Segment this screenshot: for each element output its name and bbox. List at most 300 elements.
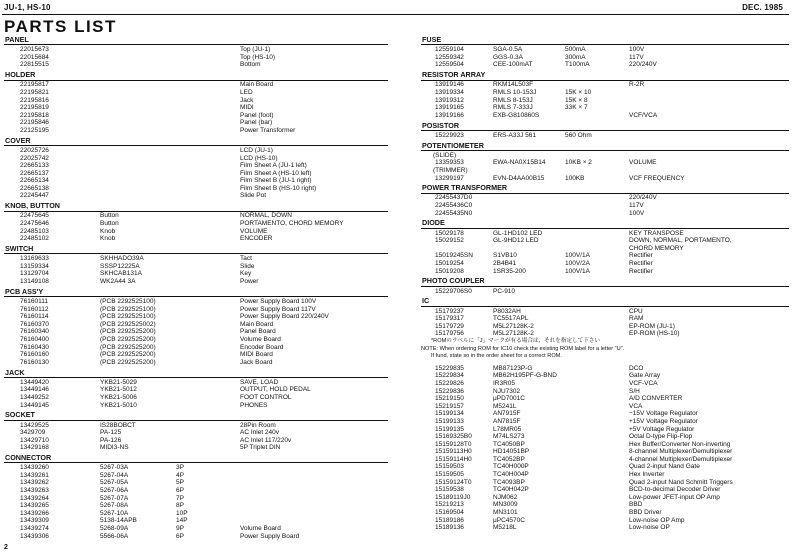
- part-model: AN7915F: [493, 410, 521, 418]
- part-description: Main Board: [240, 320, 274, 328]
- part-number: 22475645: [20, 212, 49, 220]
- part-description: −15V Voltage Regulator: [629, 410, 698, 418]
- table-row: [4, 313, 388, 321]
- part-description: Film Sheet A (HS-10 left): [240, 169, 312, 177]
- part-description: VCA: [629, 402, 643, 410]
- part-number: 12559342: [435, 53, 464, 61]
- part-description: 5P Triplet DIN: [240, 444, 281, 452]
- part-model: M5L27128K-2: [493, 322, 534, 330]
- table-row: [4, 185, 388, 193]
- parts-section: [4, 137, 388, 200]
- part-description: Top (HS-10): [240, 53, 276, 61]
- part-description: +15V Voltage Regulator: [629, 417, 698, 425]
- part-number: 13149108: [20, 278, 49, 286]
- table-row: [421, 410, 789, 418]
- part-model: GL-1HD102 LED: [493, 229, 543, 237]
- part-number: 22475646: [20, 220, 49, 228]
- part-model: YKB21-5029: [100, 378, 137, 386]
- table-row: [421, 441, 789, 449]
- table-row: [421, 330, 789, 338]
- part-model: YKB21-5012: [100, 386, 137, 394]
- part-model: 2B4B41: [493, 260, 517, 268]
- part-number: 15219150: [435, 395, 464, 403]
- part-model: (PCB 2292525200): [100, 358, 156, 366]
- part-number: 13429168: [20, 444, 49, 452]
- parts-section: [4, 36, 388, 69]
- table-row: [4, 147, 388, 155]
- part-description: Hex Buffer/Converter Non-inverting: [629, 440, 731, 448]
- section-heading: RESISTOR ARRAY: [421, 71, 789, 80]
- part-model: 1SR35-200: [493, 267, 526, 275]
- part-number: 15229826: [435, 379, 464, 387]
- table-row: [421, 237, 789, 245]
- part-spec: 100V/1A: [565, 252, 590, 260]
- part-description: Film Sheet A (JU-1 left): [240, 162, 307, 170]
- part-number: 13449146: [20, 386, 49, 394]
- section-heading: PANEL: [4, 36, 388, 45]
- part-description: Slide: [240, 262, 255, 270]
- part-description: Power Transformer: [240, 126, 296, 134]
- table-row: [421, 81, 789, 89]
- part-spec: 6P: [176, 487, 184, 495]
- part-model: TC5517APL: [493, 315, 529, 323]
- part-description: Jack Board: [240, 358, 273, 366]
- part-model: RKM14L503F: [493, 81, 534, 89]
- part-description: Key: [240, 270, 252, 278]
- table-row: [4, 81, 388, 89]
- part-model: μPC4570C: [493, 516, 525, 524]
- part-number: 15219157: [435, 402, 464, 410]
- section-heading: POSISTOR: [421, 122, 789, 131]
- parts-section: [421, 71, 789, 119]
- part-description: Tact: [240, 255, 252, 263]
- part-model: 5267-03A: [100, 464, 129, 472]
- table-row: [4, 298, 388, 306]
- part-model: WK2A44 3A: [100, 278, 136, 286]
- part-number: 22015684: [20, 53, 49, 61]
- part-description: Top (JU-1): [240, 46, 271, 54]
- table-row: [421, 89, 789, 97]
- part-description: 100V: [629, 209, 645, 217]
- part-number: 76160340: [20, 328, 49, 336]
- part-number: 13439265: [20, 502, 49, 510]
- part-number: 15199133: [435, 417, 464, 425]
- part-model: GGS-0.3A: [493, 53, 523, 61]
- section-diode: [421, 219, 789, 275]
- table-row: [4, 479, 388, 487]
- part-number: 13439261: [20, 471, 49, 479]
- part-number: 13429525: [20, 421, 49, 429]
- table-row: [421, 471, 789, 479]
- part-spec: 15K × 8: [565, 96, 588, 104]
- section-heading: JACK: [4, 369, 388, 378]
- part-number: 22665137: [20, 169, 49, 177]
- part-spec: 6P: [176, 532, 184, 540]
- table-row: [421, 252, 789, 260]
- part-model: P8032AH: [493, 307, 521, 315]
- header-date: DEC. 1985: [742, 3, 783, 12]
- part-number: 15189119J0: [435, 493, 471, 501]
- part-model: TC40H000P: [493, 463, 529, 471]
- part-model: 5267-04A: [100, 471, 129, 479]
- part-description: ENCODER: [240, 235, 273, 243]
- parts-section: [4, 71, 388, 134]
- part-model: PA-125: [100, 429, 122, 437]
- section-photo-coupler: [421, 277, 789, 295]
- table-row: [4, 464, 388, 472]
- part-description: AC Inlet 240v: [240, 429, 280, 437]
- table-row: [421, 323, 789, 331]
- part-number: 22195846: [20, 119, 49, 127]
- section-heading: FUSE: [421, 36, 789, 45]
- table-row: [421, 403, 789, 411]
- part-description: Quad 2-input Nand Schmitt Triggers: [629, 478, 733, 486]
- part-model: (PCB 2292525200): [100, 328, 156, 336]
- part-number: 22815515: [20, 61, 49, 69]
- part-number: 13439306: [20, 532, 49, 540]
- part-number: 15169504: [435, 509, 464, 517]
- part-description: A/D CONVERTER: [629, 395, 683, 403]
- section-heading: DIODE: [421, 219, 789, 228]
- part-model: CEE-100mAT: [493, 61, 533, 69]
- part-number: 15229706S0: [435, 287, 472, 295]
- table-row: [421, 418, 789, 426]
- table-row: [421, 448, 789, 456]
- part-description: DOWN, NORMAL, PORTAMENTO,: [629, 237, 732, 245]
- part-description: 220/240V: [629, 61, 657, 69]
- part-number: 12559504: [435, 61, 464, 69]
- section-heading: KNOB, BUTTON: [4, 202, 388, 211]
- table-row: [421, 426, 789, 434]
- part-number: 13439309: [20, 517, 49, 525]
- part-model: HD14051BP: [493, 448, 530, 456]
- part-number: 15219213: [435, 501, 464, 509]
- part-number: 15159124T0: [435, 478, 472, 486]
- part-description: Main Board: [240, 81, 274, 89]
- part-number: 76160130: [20, 358, 49, 366]
- part-number: 22125195: [20, 126, 49, 134]
- table-row: [4, 495, 388, 503]
- table-row: [4, 533, 388, 541]
- table-row: [421, 260, 789, 268]
- part-description: Rectifier: [629, 267, 653, 275]
- part-description: LCD (JU-1): [240, 146, 273, 154]
- part-description: LED: [240, 88, 253, 96]
- part-number: 15029178: [435, 229, 464, 237]
- part-description: Gate Array: [629, 372, 661, 380]
- table-row: 13299197 EVN-D4AA00B15 100KB VCF FREQUENCY: [435, 174, 685, 182]
- part-model: 5268-09A: [100, 525, 129, 533]
- part-model: (PCB 2292525100): [100, 313, 156, 321]
- part-description: SAVE, LOAD: [240, 378, 279, 386]
- table-row: [4, 89, 388, 97]
- part-number: 22025726: [20, 146, 49, 154]
- table-row: [4, 127, 388, 135]
- part-description: Volume Board: [240, 335, 281, 343]
- table-row: [4, 517, 388, 525]
- part-spec: 9P: [176, 525, 184, 533]
- table-row: [421, 54, 789, 62]
- part-model: TC4052BP: [493, 455, 525, 463]
- header-model: JU-1, HS-10: [4, 3, 51, 12]
- part-number: 22455436C0: [435, 202, 473, 210]
- table-row: [421, 61, 789, 69]
- part-number: 76160430: [20, 343, 49, 351]
- part-description: 4-channel Multiplexer/Demultiplexer: [629, 455, 733, 463]
- part-number: 22025742: [20, 154, 49, 162]
- part-description: VCF/VCA: [629, 111, 658, 119]
- part-description: Rectifier: [629, 260, 653, 268]
- part-number: 13439266: [20, 509, 49, 517]
- part-spec: 8P: [176, 502, 184, 510]
- subheading-trimmer: (TRIMMER): [433, 166, 468, 174]
- part-description: Low-noise OP Amp: [629, 516, 685, 524]
- part-number: 15169325B0: [435, 433, 472, 441]
- left-column: [4, 36, 388, 542]
- table-row: [421, 46, 789, 54]
- part-number: 22015673: [20, 46, 49, 54]
- part-model: TC4093BP: [493, 478, 525, 486]
- section-heading: POTENTIOMETER: [421, 142, 789, 151]
- part-description: S/H: [629, 387, 640, 395]
- part-number: 13449145: [20, 401, 49, 409]
- part-description: KEY TRANSPOSE: [629, 229, 684, 237]
- table-row: [421, 97, 789, 105]
- part-description: Panel Board: [240, 328, 276, 336]
- part-number: 13449420: [20, 378, 49, 386]
- table-row: [421, 112, 789, 120]
- part-number: 22665138: [20, 184, 49, 192]
- parts-section: [4, 411, 388, 452]
- part-model: RMLS 8-153J: [493, 96, 533, 104]
- part-model: 5138-14APB: [100, 517, 137, 525]
- table-row: [4, 192, 388, 200]
- part-model: YKB21-5006: [100, 393, 137, 401]
- table-row: [4, 429, 388, 437]
- part-model: (PCB 2292525100): [100, 298, 156, 305]
- part-description: 8-channel Multiplexer/Demultiplexer: [629, 448, 733, 456]
- part-number: 15189186: [435, 516, 464, 524]
- part-description: Bottom: [240, 61, 261, 69]
- section-heading: PCB ASS'Y: [4, 288, 388, 297]
- part-description: Encoder Board: [240, 343, 284, 351]
- part-number: 15019208: [435, 267, 464, 275]
- section-heading: HOLDER: [4, 71, 388, 80]
- part-model: 5267-06A: [100, 487, 129, 495]
- table-row: [421, 308, 789, 316]
- table-row: [4, 437, 388, 445]
- table-row: [4, 278, 388, 286]
- table-row: [4, 444, 388, 452]
- table-row: [4, 379, 388, 387]
- part-description: Film Sheet B (HS-10 right): [240, 184, 317, 192]
- part-model: μPD7001C: [493, 395, 525, 403]
- table-row: [4, 112, 388, 120]
- table-row: [4, 525, 388, 533]
- part-model: SSSP12225A: [100, 262, 140, 270]
- part-model: SKHCAB131A: [100, 270, 142, 278]
- table-row: [4, 235, 388, 243]
- part-model: (PCB 2292525200): [100, 351, 156, 359]
- part-number: 76160160: [20, 351, 49, 359]
- table-row: [4, 487, 388, 495]
- section-heading: IC: [421, 297, 789, 306]
- part-model: 5267-10A: [100, 509, 129, 517]
- part-description: LCD (HS-10): [240, 154, 278, 162]
- part-spec: T100mA: [565, 61, 590, 69]
- part-description: 220/240V: [629, 194, 657, 202]
- table-row: [4, 306, 388, 314]
- part-number: 15179317: [435, 315, 464, 323]
- table-row: [421, 433, 789, 441]
- part-description: 100V: [629, 46, 645, 54]
- part-description: Octal D-type Flip-Flop: [629, 433, 693, 441]
- table-row: [421, 517, 789, 525]
- part-description: 117V: [629, 53, 644, 61]
- table-row: [4, 228, 388, 236]
- table-row: [4, 46, 388, 54]
- table-row: [4, 321, 388, 329]
- part-number: 13919146: [435, 81, 464, 89]
- part-number: 13919312: [435, 96, 464, 104]
- table-row: [4, 270, 388, 278]
- part-model: PC-910: [493, 287, 516, 295]
- part-number: 22455435N0: [435, 209, 473, 217]
- table-row: [421, 202, 789, 210]
- part-model: MB87123P-G: [493, 364, 533, 372]
- table-row: [4, 422, 388, 430]
- table-row: [421, 395, 789, 403]
- table-row: [4, 394, 388, 402]
- part-model: 5267-08A: [100, 502, 129, 510]
- part-number: 13429710: [20, 436, 49, 444]
- part-number: 15179729: [435, 322, 464, 330]
- part-description: R-2R: [629, 81, 645, 89]
- table-row: [421, 456, 789, 464]
- table-row: [4, 155, 388, 163]
- part-description: EP-ROM (JU-1): [629, 322, 675, 330]
- part-number: 15159128T0: [435, 440, 472, 448]
- part-model: RMLS 10-153J: [493, 88, 537, 96]
- part-description: RAM: [629, 315, 644, 323]
- part-number: 15159114H0: [435, 455, 472, 463]
- table-row: [4, 263, 388, 271]
- part-model: AN7815F: [493, 417, 521, 425]
- part-model: MB62H195PF-G-BND: [493, 372, 557, 380]
- part-description: Power Supply Board 220/240V: [240, 313, 329, 321]
- part-description: Hex Inverter: [629, 471, 665, 479]
- part-number: 13159334: [20, 262, 49, 270]
- rom-note-line-2: If fund, state so in the order sheet for a correct ROM.: [431, 353, 562, 360]
- part-description: NORMAL, DOWN: [240, 212, 292, 220]
- table-row: [4, 54, 388, 62]
- part-description: Quad 2-input Nand Gate: [629, 463, 700, 471]
- part-model: NJU7302: [493, 387, 521, 395]
- table-row: [421, 501, 789, 509]
- section-heading: CONNECTOR: [4, 454, 388, 463]
- part-number: 15159503: [435, 463, 464, 471]
- part-description: FOOT CONTROL: [240, 393, 292, 401]
- table-row: [4, 336, 388, 344]
- part-description: Power Supply Board: [240, 532, 300, 540]
- part-number: 22485103: [20, 227, 49, 235]
- part-model: RMLS 7-333J: [493, 104, 533, 112]
- table-row: [4, 220, 388, 228]
- part-number: 22195819: [20, 104, 49, 112]
- part-model: (PCB 2292525002): [100, 320, 156, 328]
- part-spec: 3P: [176, 464, 184, 472]
- part-description: Panel (foot): [240, 111, 274, 119]
- table-row: [4, 162, 388, 170]
- part-description: BCD-to-decimal Decoder Driver: [629, 486, 721, 494]
- table-row: [4, 510, 388, 518]
- part-number: 76160112: [20, 305, 49, 313]
- part-model: YKB21-5010: [100, 401, 137, 409]
- table-row: [4, 386, 388, 394]
- part-spec: 300mA: [565, 53, 586, 61]
- part-model: PA-126: [100, 436, 122, 444]
- part-number: 15189136: [435, 524, 464, 532]
- part-description: VOLUME: [240, 227, 268, 235]
- table-row: [421, 245, 789, 253]
- part-description: CHORD MEMORY: [629, 244, 684, 252]
- part-model: 5267-05A: [100, 479, 129, 487]
- page-title: PARTS LIST: [4, 17, 117, 36]
- part-model: EXB-G810860S: [493, 111, 540, 119]
- table-row: [4, 472, 388, 480]
- table-row: [421, 132, 789, 140]
- part-spec: 500mA: [565, 46, 586, 54]
- table-row: [421, 463, 789, 471]
- part-model: ERS-A33J 561: [493, 131, 536, 139]
- part-number: 13439263: [20, 487, 49, 495]
- table-row: [4, 328, 388, 336]
- part-model: TC40H004P: [493, 471, 529, 479]
- part-model: L78MR05: [493, 425, 522, 433]
- part-number: 15199134: [435, 410, 464, 418]
- part-number: 22195818: [20, 111, 49, 119]
- part-number: 15199135: [435, 425, 464, 433]
- part-spec: 560 Ohm: [565, 131, 592, 139]
- table-row: [421, 380, 789, 388]
- table-row: [4, 351, 388, 359]
- part-description: Power Supply Board 100V: [240, 298, 317, 305]
- part-description: EP-ROM (HS-10): [629, 330, 680, 338]
- part-description: Volume Board: [240, 525, 281, 533]
- part-description: AC Inlet 117/220v: [240, 436, 292, 444]
- part-description: CPU: [629, 307, 643, 315]
- part-spec: 7P: [176, 494, 184, 502]
- section-heading: COVER: [4, 137, 388, 146]
- part-model: Knob: [100, 235, 116, 243]
- part-number: 12559104: [435, 46, 464, 54]
- part-number: 15019245SN: [435, 252, 473, 260]
- part-spec: 33K × 7: [565, 104, 588, 112]
- part-model: (PCB 2292525200): [100, 343, 156, 351]
- section-power-transformer: [421, 184, 789, 217]
- parts-section: [4, 454, 388, 540]
- parts-section: [4, 202, 388, 243]
- part-model: IR3R05: [493, 379, 516, 387]
- part-number: 76160111: [20, 298, 48, 305]
- table-row: [421, 315, 789, 323]
- part-number: 13129704: [20, 270, 49, 278]
- table-row: [421, 509, 789, 517]
- part-number: 76160400: [20, 335, 49, 343]
- table-row: [421, 194, 789, 202]
- part-description: Film Sheet B (JU-1 right): [240, 177, 312, 185]
- part-model: Button: [100, 212, 119, 220]
